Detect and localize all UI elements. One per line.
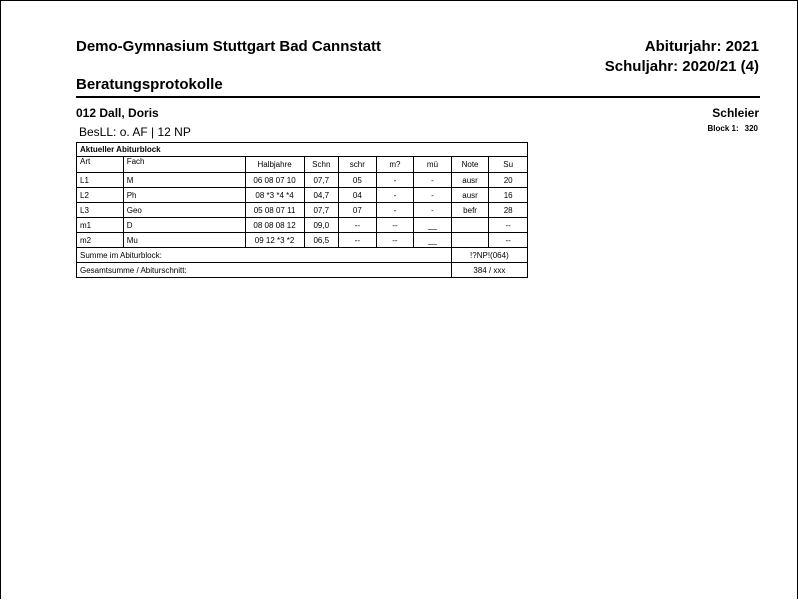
table-caption-row [77,143,528,157]
cell-note [451,233,489,248]
cell-note: ausr [451,188,489,203]
summe-value: !?NP!(064) [451,248,527,263]
table-header-row [77,157,528,173]
cell-halbjahre: 06 08 07 10 [245,173,304,188]
cell-fach: Ph [123,188,245,203]
cell-note: befr [451,203,489,218]
cell-mu: __ [414,218,452,233]
cell-mu: - [414,173,452,188]
table-row [77,233,528,248]
cell-su: 28 [489,203,528,218]
cell-schr: 04 [339,188,377,203]
cell-art: L2 [77,188,124,203]
teacher-name: Schleier [712,106,759,120]
cell-su: 16 [489,188,528,203]
gesamt-value: 384 / xxx [451,263,527,278]
table-row [77,203,528,218]
header-m: m? [376,157,414,173]
header-note: Note [451,157,489,173]
cell-art: L3 [77,203,124,218]
abitur-year: Abiturjahr: 2021 [644,38,759,55]
besll-info: BesLL: o. AF | 12 NP [79,125,191,139]
cell-halbjahre: 08 *3 *4 *4 [245,188,304,203]
cell-fach: Geo [123,203,245,218]
cell-schr: 05 [339,173,377,188]
header-art: Art [77,157,124,173]
header-schr: schr [339,157,377,173]
summe-label: Summe im Abiturblock: [77,248,452,263]
cell-mu: __ [414,233,452,248]
cell-note: ausr [451,173,489,188]
cell-fach: Mu [123,233,245,248]
summe-row [77,248,528,263]
page-title: Beratungsprotokolle [76,76,223,93]
student-name: 012 Dall, Doris [76,106,159,120]
header-divider [76,96,760,98]
header-su: Su [489,157,528,173]
header-mu: mü [414,157,452,173]
cell-schn: 07,7 [304,173,339,188]
cell-halbjahre: 08 08 08 12 [245,218,304,233]
cell-schn: 06,5 [304,233,339,248]
cell-schn: 09,0 [304,218,339,233]
cell-m: -- [376,218,414,233]
cell-m: - [376,203,414,218]
cell-m: - [376,173,414,188]
gesamt-row [77,263,528,278]
cell-schn: 04,7 [304,188,339,203]
cell-schr: -- [339,233,377,248]
table-row [77,218,528,233]
cell-m: - [376,188,414,203]
table-row [77,173,528,188]
header-halbjahre: Halbjahre [245,157,304,173]
cell-art: L1 [77,173,124,188]
block-label: Block 1: [707,124,739,133]
block-score [708,124,758,133]
cell-m: -- [376,233,414,248]
cell-mu: - [414,188,452,203]
school-year: Schuljahr: 2020/21 (4) [604,58,759,75]
cell-halbjahre: 09 12 *3 *2 [245,233,304,248]
table-caption: Aktueller Abiturblock [77,143,528,157]
gesamt-label: Gesamtsumme / Abiturschnitt: [77,263,452,278]
cell-mu: - [414,203,452,218]
block-value: 320 [744,124,758,133]
cell-fach: D [123,218,245,233]
cell-su: -- [489,233,528,248]
school-name: Demo-Gymnasium Stuttgart Bad Cannstatt [76,38,382,55]
cell-art: m1 [77,218,124,233]
cell-su: -- [489,218,528,233]
cell-halbjahre: 05 08 07 11 [245,203,304,218]
cell-su: 20 [489,173,528,188]
cell-schn: 07,7 [304,203,339,218]
cell-schr: -- [339,218,377,233]
header-schn: Schn [304,157,339,173]
cell-schr: 07 [339,203,377,218]
header-fach: Fach [123,157,245,173]
table-row [77,188,528,203]
abiturblock-table [76,142,528,278]
cell-note [451,218,489,233]
cell-art: m2 [77,233,124,248]
cell-fach: M [123,173,245,188]
